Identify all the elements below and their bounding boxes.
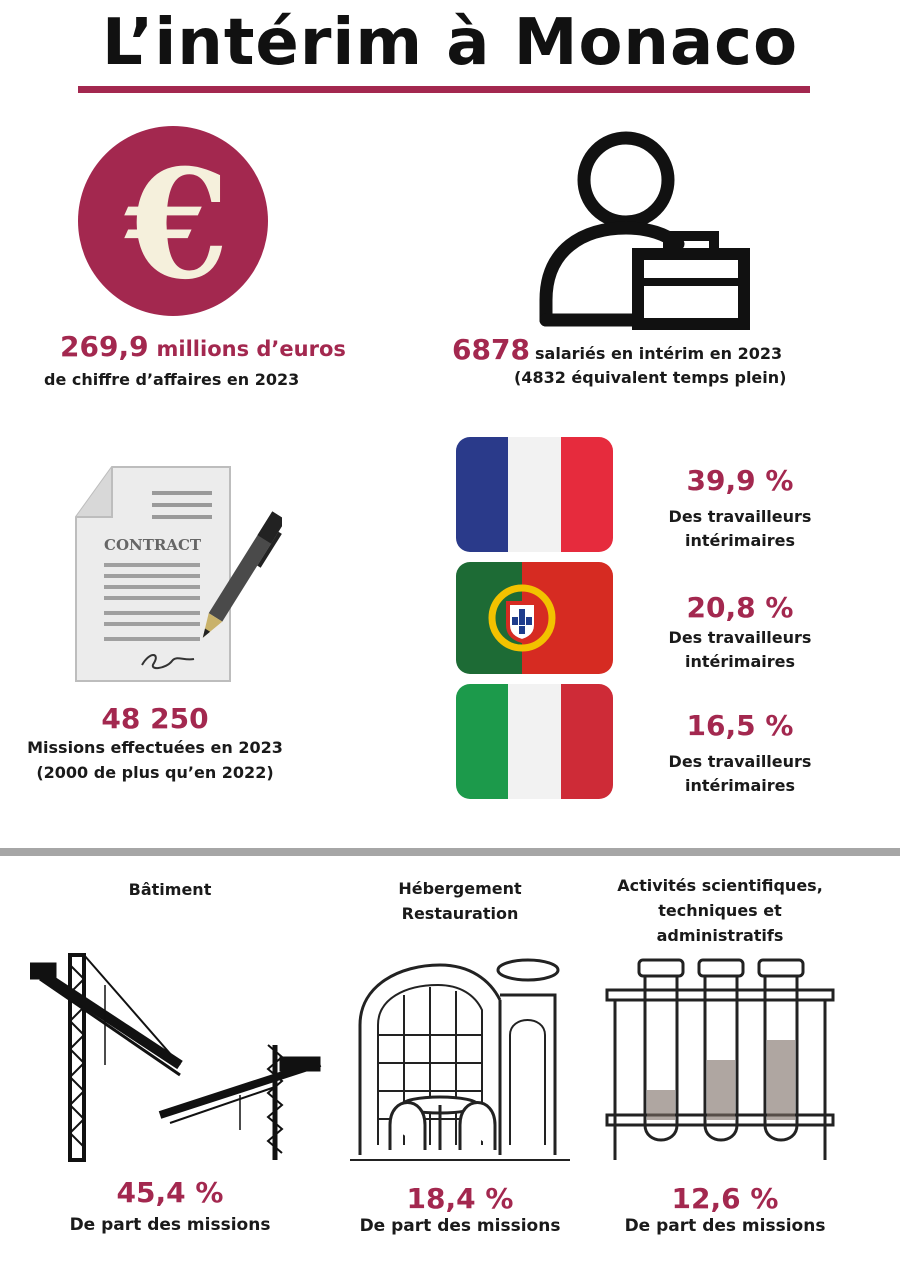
revenue-unit: millions d’euros <box>156 337 346 361</box>
france-flag-icon <box>456 437 613 552</box>
workers-value: 6878 <box>452 333 530 366</box>
contract-pen-icon <box>72 465 282 685</box>
nationality-label-line1: Des travailleurs <box>668 628 812 647</box>
portugal-coat-of-arms-icon <box>487 583 557 653</box>
missions-sub: (2000 de plus qu’en 2022) <box>36 763 274 782</box>
test-tubes-icon <box>603 950 838 1165</box>
nationality-label-line1: Des travailleurs <box>668 752 812 771</box>
workers-stat <box>452 333 872 366</box>
missions-caption: Missions effectuées en 2023 <box>27 738 283 757</box>
sector-name-hebergement <box>345 876 575 926</box>
sector-name-line: Activités scientifiques, <box>617 876 823 895</box>
sector-name-batiment: Bâtiment <box>128 880 212 899</box>
nationality-stat-italy <box>640 708 840 798</box>
sector-percent-batiment: 45,4 % <box>116 1176 224 1209</box>
hotel-restaurant-icon <box>350 955 570 1165</box>
revenue-stat <box>60 330 360 363</box>
revenue-caption: de chiffre d’affaires en 2023 <box>44 370 300 389</box>
sector-name-scientifique <box>600 873 840 948</box>
workers-sub: (4832 équivalent temps plein) <box>514 368 787 387</box>
title-underline <box>78 86 810 93</box>
euro-coin-icon <box>77 125 269 317</box>
sector-name-line: Hébergement <box>398 879 522 898</box>
nationality-label-line2: intérimaires <box>685 531 795 550</box>
sector-percent-scientifique: 12,6 % <box>671 1182 779 1215</box>
sector-name-line: techniques et <box>658 901 782 920</box>
sector-name-line: administratifs <box>656 926 784 945</box>
missions-value: 48 250 <box>101 702 209 735</box>
nationality-percent: 16,5 % <box>686 709 794 742</box>
svg-text:€: € <box>124 137 230 313</box>
sector-caption-batiment: De part des missions <box>69 1215 271 1235</box>
construction-cranes-icon <box>30 945 330 1165</box>
nationality-label-line2: intérimaires <box>685 776 795 795</box>
section-separator <box>0 848 900 856</box>
sector-caption-hebergement: De part des missions <box>359 1216 561 1236</box>
nationality-percent: 20,8 % <box>686 591 794 624</box>
nationality-stat-portugal <box>640 590 840 674</box>
sector-caption-scientifique: De part des missions <box>624 1216 826 1236</box>
worker-briefcase-icon <box>538 130 750 330</box>
sector-name-line: Restauration <box>401 904 519 923</box>
workers-label: salariés en intérim en 2023 <box>535 344 783 363</box>
sector-percent-hebergement: 18,4 % <box>406 1182 514 1215</box>
page-title: L’intérim à Monaco <box>101 6 799 80</box>
nationality-stat-france <box>640 463 840 553</box>
nationality-label-line2: intérimaires <box>685 652 795 671</box>
revenue-value: 269,9 <box>60 330 149 363</box>
nationality-label-line1: Des travailleurs <box>668 507 812 526</box>
nationality-percent: 39,9 % <box>686 464 794 497</box>
italy-flag-icon <box>456 684 613 799</box>
contract-word: CONTRACT <box>104 536 202 554</box>
